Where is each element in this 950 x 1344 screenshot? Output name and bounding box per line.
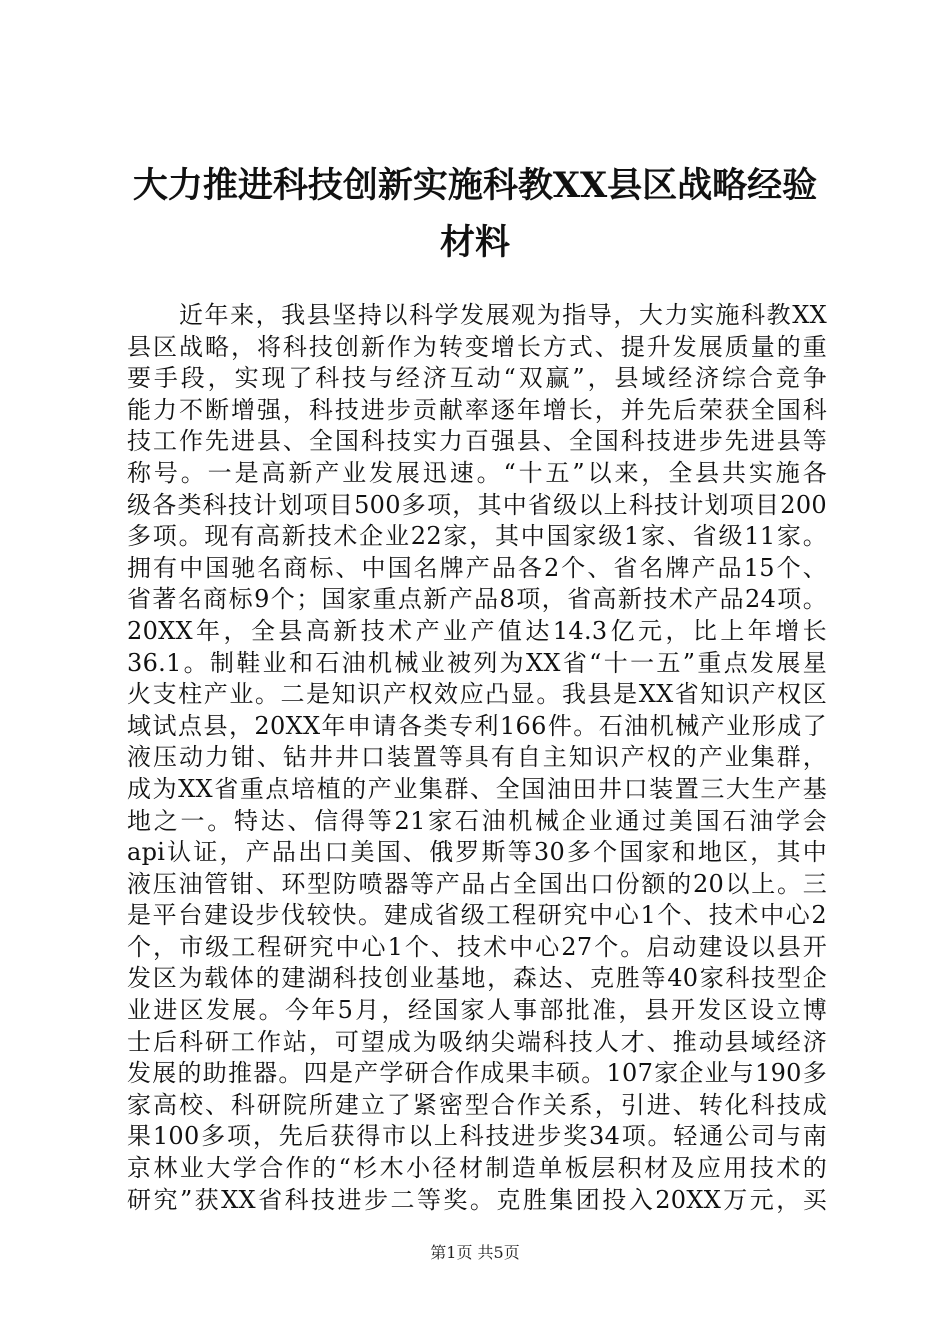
document-body [127,300,827,1216]
body-text-line: 果100多项，先后获得市以上科技进步奖34项。轻通公司与南 [127,1122,827,1151]
document-title-line-2: 材料 [439,222,510,263]
body-text-line: 家高校、科研院所建立了紧密型合作关系，引进、转化科技成 [127,1090,827,1119]
body-text-line: 发区为载体的建湖科技创业基地，森达、克胜等40家科技型企 [127,964,827,993]
body-text-line: 发展的助推器。四是产学研合作成果丰硕。107家企业与190多 [127,1059,827,1088]
body-text-line: 称号。一是高新产业发展迅速。“十五”以来，全县共实施各 [127,458,827,487]
body-text-line: 是平台建设步伐较快。建成省级工程研究中心1个、技术中心2 [127,901,827,930]
body-text-line: 士后科研工作站，可望成为吸纳尖端科技人才、推动县域经济 [127,1027,827,1056]
body-text-line: 京林业大学合作的“杉木小径材制造单板层积材及应用技术的 [127,1154,827,1183]
body-text-line: 20XX年，全县高新技术产业产值达14.3亿元，比上年增长 [127,616,827,645]
body-text-line: 地之一。特达、信得等21家石油机械企业通过美国石油学会 [127,806,827,835]
body-text-line: 近年来，我县坚持以科学发展观为指导，大力实施科教XX [179,301,827,329]
body-text-line: 36.1。制鞋业和石油机械业被列为XX省“十一五”重点发展星 [127,648,827,677]
body-text-line: 级各类科技计划项目500多项，其中省级以上科技计划项目200 [127,490,827,519]
body-text-line: 技工作先进县、全国科技实力百强县、全国科技进步先进县等 [127,427,827,456]
body-text-line: 县区战略，将科技创新作为转变增长方式、提升发展质量的重 [127,332,827,361]
body-text-line: 成为XX省重点培植的产业集群、全国油田井口装置三大生产基 [127,774,827,803]
body-text-line: 要手段，实现了科技与经济互动“双赢”，县域经济综合竞争 [127,364,827,393]
body-text-line: 火支柱产业。二是知识产权效应凸显。我县是XX省知识产权区 [127,680,827,709]
document-title-line-1: 大力推进科技创新实施科教XX县区战略经验 [132,165,818,206]
body-text-line: 业进区发展。今年5月，经国家人事部批准，县开发区设立博 [127,996,827,1025]
body-text-line: 拥有中国驰名商标、中国名牌产品各2个、省名牌产品15个、 [127,553,827,582]
body-text-line: 省著名商标9个；国家重点新产品8项，省高新技术产品24项。 [127,585,827,614]
body-text-line: 域试点县，20XX年申请各类专利166件。石油机械产业形成了 [127,711,827,740]
body-text-line: 研究”获XX省科技进步二等奖。克胜集团投入20XX万元，买 [127,1185,827,1214]
body-text-line: 多项。现有高新技术企业22家，其中国家级1家、省级11家。 [127,522,827,551]
body-text-line: api认证，产品出口美国、俄罗斯等30多个国家和地区，其中 [127,838,827,867]
page-footer: 第1页 共5页 [430,1243,520,1262]
body-text-line: 液压动力钳、钻井井口装置等具有自主知识产权的产业集群， [127,743,827,772]
body-text-line: 液压油管钳、环型防喷器等产品占全国出口份额的20以上。三 [127,869,827,898]
body-text-line: 个，市级工程研究中心1个、技术中心27个。启动建设以县开 [127,932,827,961]
body-text-line: 能力不断增强，科技进步贡献率逐年增长，并先后荣获全国科 [127,395,827,424]
